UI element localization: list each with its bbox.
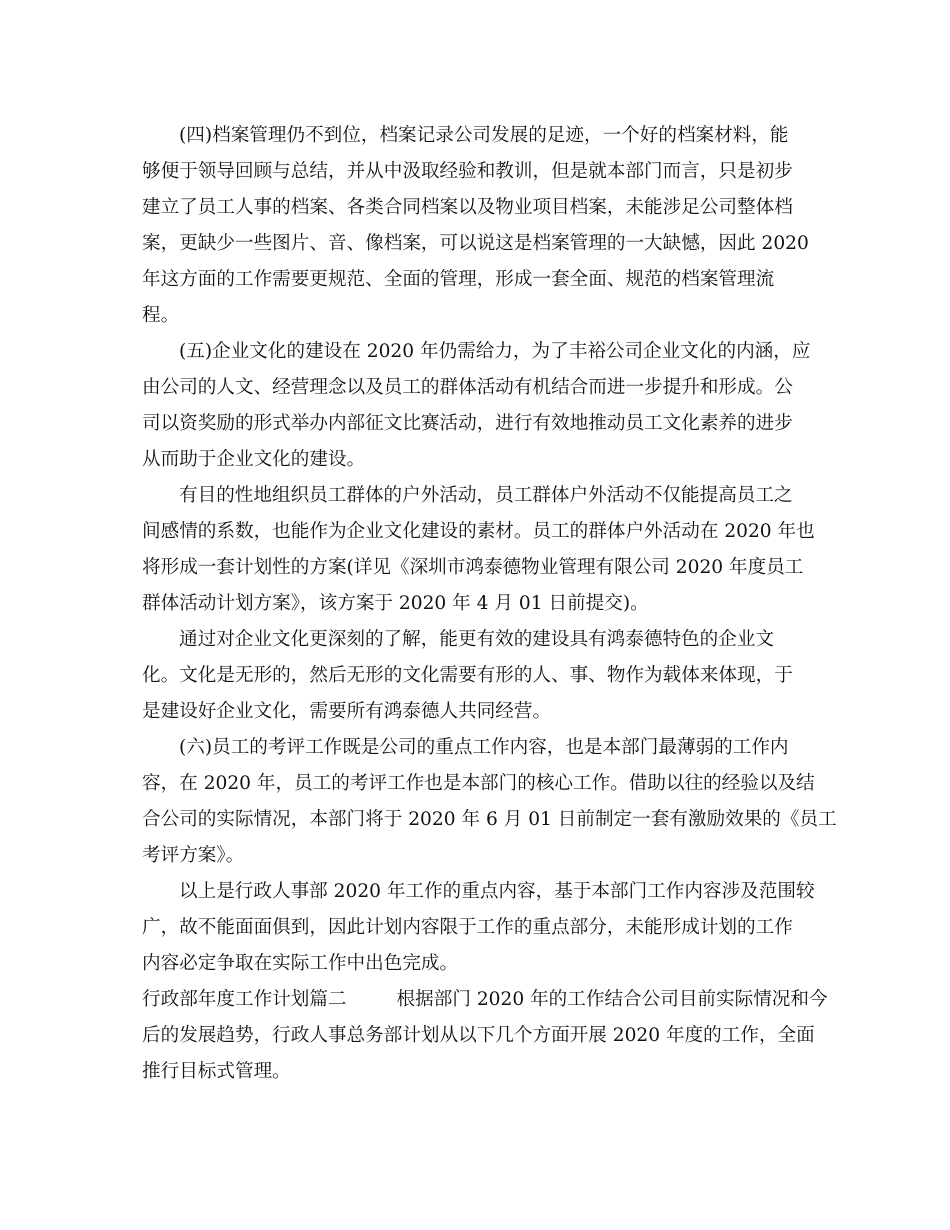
text-line: 广，故不能面面俱到，因此计划内容限于工作的重点部分，未能形成计划的工作	[142, 917, 793, 938]
text-line: (四)档案管理仍不到位，档案记录公司发展的足迹，一个好的档案材料，能	[179, 125, 789, 146]
text-line: 后的发展趋势，行政人事总务部计划从以下几个方面开展 2020 年度的工作，全面	[142, 1025, 815, 1046]
text-line: 化。文化是无形的，然后无形的文化需要有形的人、事、物作为载体来体现，于	[142, 665, 793, 686]
text-line: 考评方案》。	[142, 845, 245, 866]
text-line: 容，在 2020 年，员工的考评工作也是本部门的核心工作。借助以往的经验以及结	[142, 773, 815, 794]
text-line: 间感情的系数，也能作为企业文化建设的素材。员工的群体户外活动在 2020 年也	[142, 521, 815, 542]
text-line: 有目的性地组织员工群体的户外活动，员工群体户外活动不仅能提高员工之	[179, 485, 793, 506]
section-heading-continuation: 根据部门 2020 年的工作结合公司目前实际情况和今	[396, 989, 828, 1010]
text-line: 从而助于企业文化的建设。	[142, 449, 366, 470]
section-heading-line	[142, 982, 828, 1018]
text-line: 内容必定争取在实际工作中出色完成。	[142, 953, 459, 974]
text-line: 由公司的人文、经营理念以及员工的群体活动有机结合而进一步提升和形成。公	[142, 377, 793, 398]
text-line: 年这方面的工作需要更规范、全面的管理，形成一套全面、规范的档案管理流	[142, 269, 775, 290]
text-line: 程。	[142, 305, 180, 326]
text-line: (五)企业文化的建设在 2020 年仍需给力，为了丰裕公司企业文化的内涵，应	[179, 341, 811, 362]
text-line: 通过对企业文化更深刻的了解，能更有效的建设具有鸿泰德特色的企业文	[179, 629, 775, 650]
text-line: 建立了员工人事的档案、各类合同档案以及物业项目档案，未能涉足公司整体档	[142, 197, 793, 218]
text-line: 群体活动计划方案》，该方案于 2020 年 4 月 01 日前提交)。	[142, 593, 649, 614]
text-line: (六)员工的考评工作既是公司的重点工作内容，也是本部门最薄弱的工作内	[179, 737, 789, 758]
text-line: 以上是行政人事部 2020 年工作的重点内容，基于本部门工作内容涉及范围较	[179, 881, 815, 902]
text-line: 推行目标式管理。	[142, 1061, 291, 1082]
text-line: 合公司的实际情况，本部门将于 2020 年 6 月 01 日前制定一套有激励效果的《员工	[142, 809, 837, 830]
text-line: 够便于领导回顾与总结，并从中汲取经验和教训，但是就本部门而言，只是初步	[142, 161, 793, 182]
text-line: 案，更缺少一些图片、音、像档案，可以说这是档案管理的一大缺憾，因此 2020	[142, 233, 809, 254]
text-line: 司以资奖励的形式举办内部征文比赛活动，进行有效地推动员工文化素养的进步	[142, 413, 793, 434]
section-heading: 行政部年度工作计划篇二	[142, 989, 347, 1010]
text-line: 将形成一套计划性的方案(详见《深圳市鸿泰德物业管理有限公司 2020 年度员工	[142, 557, 804, 578]
text-line: 是建设好企业文化，需要所有鸿泰德人共同经营。	[142, 701, 552, 722]
